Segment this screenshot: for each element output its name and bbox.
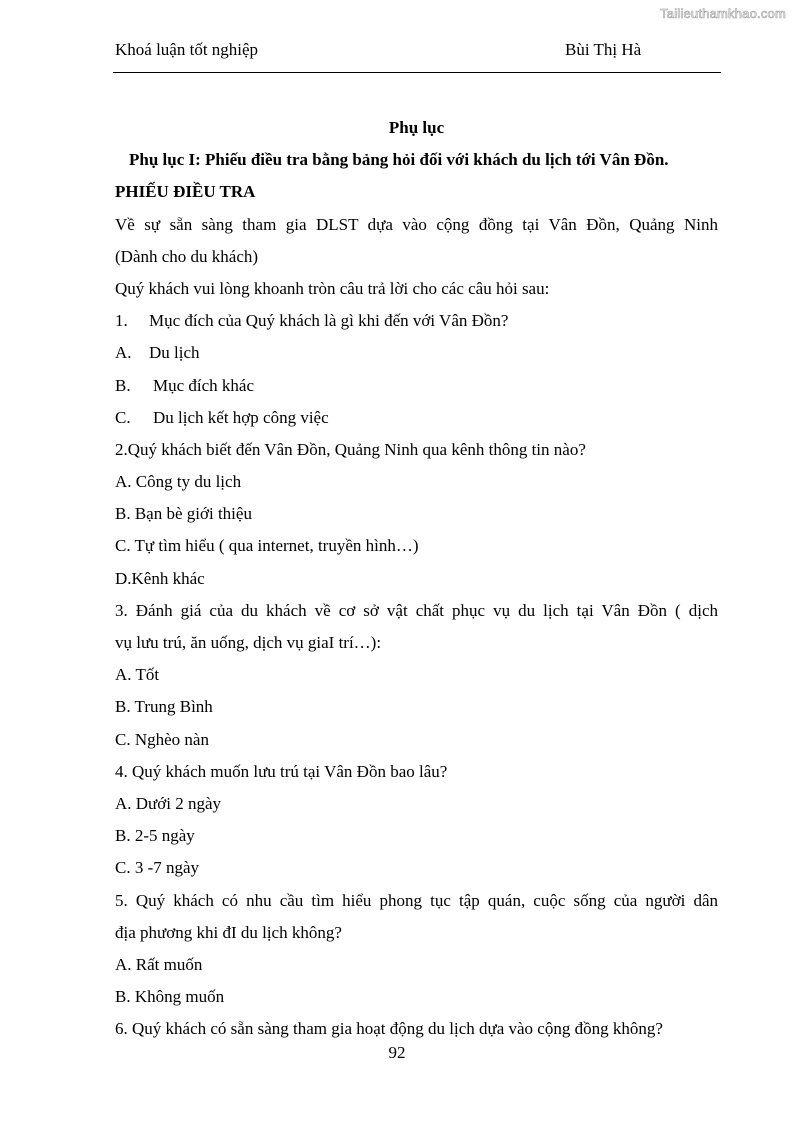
question-3-continued: vụ lưu trú, ăn uống, dịch vụ giaI trí…): [115,633,382,652]
instruction-text: Quý khách vui lòng khoanh tròn câu trả lời cho các câu hỏi sau: [115,278,550,298]
watermark-text: Tailieuthamkhao.com [660,6,786,21]
header-author: Bùi Thị Hà [565,40,642,59]
appendix-title: Phụ lục [388,118,445,137]
page-header [113,38,721,73]
option-letter: C. [115,407,131,427]
answer-option: D.Kênh khác [115,568,205,588]
document-body [115,112,718,1045]
option-text: Du lịch [149,343,200,363]
answer-option: A. Rất muốn [115,954,203,974]
question-2: 2.Quý khách biết đến Vân Đồn, Quảng Ninh qua kênh thông tin nào? [115,439,586,459]
question-6: 6. Quý khách có sẵn sàng tham gia hoạt động du lịch dựa vào cộng đồng không? [115,1019,663,1039]
option-letter: B. [115,375,131,395]
answer-option: A. Tốt [115,665,160,685]
answer-option [115,337,718,369]
answer-option: C. 3 -7 ngày [115,858,200,878]
option-letter: A. [115,343,132,363]
answer-option: C. Nghèo nàn [115,729,209,749]
intro-line: (Dành cho du khách) [115,246,259,266]
intro-line: Về sự sẵn sàng tham gia DLST dựa vào cộng đồng tại Vân Đồn, Quảng Ninh [115,214,718,234]
survey-title: PHIẾU ĐIỀU TRA [115,182,256,202]
question-5-continued: địa phương khi đI du lịch không? [115,922,342,942]
answer-option [115,402,718,434]
answer-option: B. 2-5 ngày [115,826,195,846]
answer-option [115,370,718,402]
answer-option: B. Bạn bè giới thiệu [115,504,252,524]
answer-option: B. Không muốn [115,987,225,1007]
page-number: 92 [388,1043,406,1062]
answer-option: A. Công ty du lịch [115,472,242,492]
question-5: 5. Quý khách có nhu cầu tìm hiểu phong tục tập quán, cuộc sống của người dân [115,890,718,910]
answer-option: A. Dưới 2 ngày [115,793,222,813]
answer-option: C. Tự tìm hiểu ( qua internet, truyền hình…) [115,536,419,556]
question-4: 4. Quý khách muốn lưu trú tại Vân Đồn bao lâu? [115,761,448,781]
question-3: 3. Đánh giá của du khách về cơ sở vật chất phục vụ du lịch tại Vân Đồn ( dịch [115,600,718,620]
appendix-subtitle: Phụ lục I: Phiếu điều tra bằng bảng hỏi đối với khách du lịch tới Vân Đồn. [129,150,669,170]
option-text: Mục đích khác [153,375,255,395]
answer-option: B. Trung Bình [115,697,213,717]
question-number: 1. [115,311,128,331]
option-text: Du lịch kết hợp công việc [153,407,329,427]
header-left-title: Khoá luận tốt nghiệp [115,40,259,59]
question-1 [115,305,718,337]
question-text: Mục đích của Quý khách là gì khi đến với Vân Đồn? [149,311,509,331]
